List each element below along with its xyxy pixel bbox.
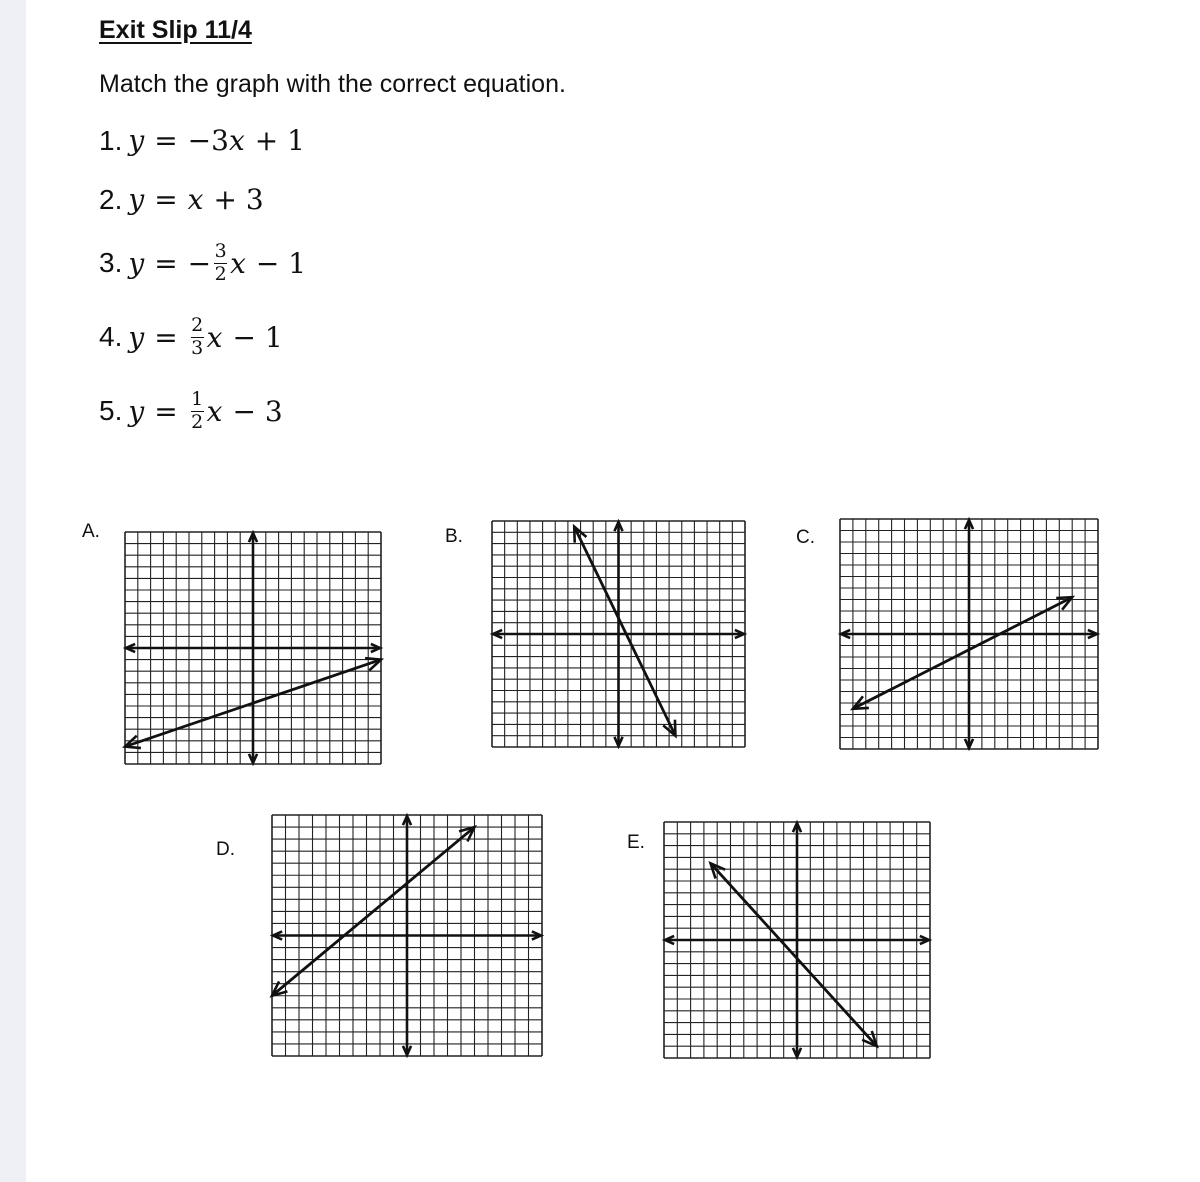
negative-sign: −	[187, 246, 212, 280]
equation-number: 1.	[99, 124, 123, 156]
plotted-line	[711, 863, 877, 1046]
fraction-denominator: 2	[214, 262, 227, 285]
equals-sign: =	[154, 320, 178, 354]
constant-term: − 1	[232, 320, 283, 354]
equation-4	[99, 316, 283, 359]
equals-sign: =	[154, 124, 178, 157]
fraction-numerator: 3	[214, 240, 227, 262]
y-variable: y	[128, 246, 145, 280]
y-variable: y	[128, 183, 145, 216]
fraction-denominator: 3	[191, 336, 204, 359]
fraction	[191, 316, 204, 359]
equation-1	[99, 124, 305, 157]
equation-number: 4.	[99, 321, 123, 353]
graph-c	[840, 519, 1098, 749]
equals-sign: =	[154, 183, 178, 216]
graph-a	[125, 532, 381, 764]
fraction	[214, 242, 227, 285]
left-margin-strip	[0, 0, 26, 1182]
fraction-denominator: 2	[191, 410, 204, 433]
graph-label-b: B.	[445, 526, 463, 547]
x-variable: x	[206, 394, 223, 428]
fraction-numerator: 1	[191, 388, 204, 410]
x-variable: x	[228, 124, 245, 157]
equation-5	[99, 390, 283, 433]
fraction	[191, 390, 204, 433]
plotted-line	[574, 527, 675, 736]
equation-number: 2.	[99, 183, 123, 215]
equation-number: 5.	[99, 395, 123, 427]
coefficient: −3	[187, 124, 229, 157]
constant-term: − 1	[255, 246, 307, 280]
x-variable: x	[230, 246, 246, 280]
fraction-numerator: 2	[191, 314, 204, 336]
graph-label-a: A.	[82, 521, 100, 542]
graph-b	[492, 521, 745, 747]
y-variable: y	[128, 394, 145, 428]
constant-term: + 3	[213, 183, 264, 216]
y-variable: y	[128, 124, 145, 157]
equals-sign: =	[154, 246, 178, 280]
page-title: Exit Slip 11/4	[99, 16, 252, 44]
x-variable: x	[206, 320, 223, 354]
equation-number: 3.	[99, 247, 123, 279]
graph-label-c: C.	[796, 527, 815, 548]
graph-d	[272, 815, 542, 1056]
instructions: Match the graph with the correct equation.	[99, 70, 566, 98]
y-variable: y	[128, 320, 145, 354]
graph-label-e: E.	[627, 832, 645, 853]
equals-sign: =	[154, 394, 178, 428]
constant-term: − 3	[232, 394, 283, 428]
equation-3	[99, 242, 306, 285]
constant-term: + 1	[254, 124, 305, 157]
equation-2	[99, 183, 264, 216]
graph-label-d: D.	[216, 839, 235, 860]
x-variable: x	[187, 183, 204, 216]
graph-e	[664, 822, 930, 1058]
